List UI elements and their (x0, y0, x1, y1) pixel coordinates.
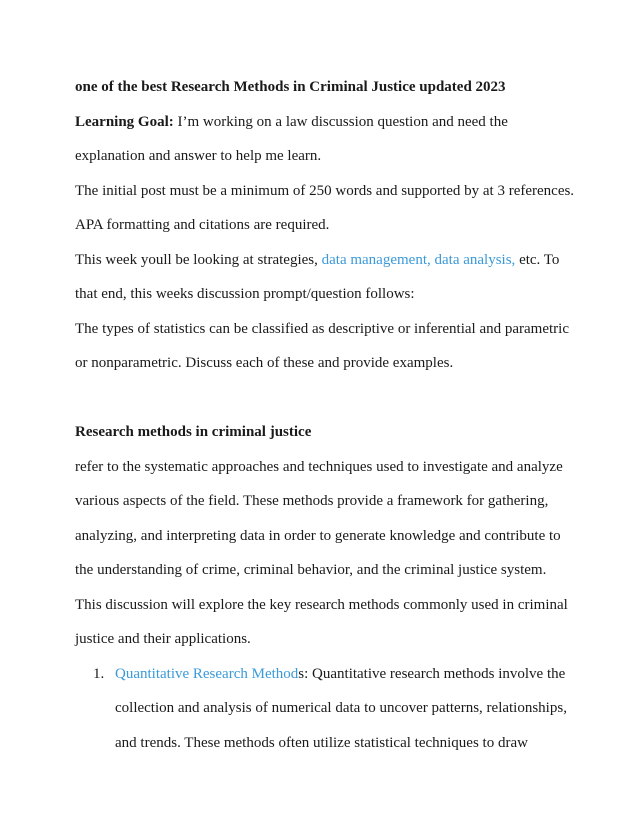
body-line: various aspects of the field. These methods provide a framework for gathering, (75, 493, 549, 509)
body-line: analyzing, and interpreting data in order to generate knowledge and contribute to (75, 527, 561, 544)
body-line: the understanding of crime, criminal behavior, and the criminal justice system. (75, 562, 547, 578)
requirements-line-1: The initial post must be a minimum of 250 words and supported by at 3 references. (75, 182, 575, 199)
list-line-1-rest: s: Quantitative research methods involve the (298, 665, 566, 682)
list-item (75, 657, 575, 761)
prompt-line-2: or nonparametric. Discuss each of these and provide examples. (75, 355, 454, 371)
strategies-text-b: etc. To (515, 251, 560, 268)
strategies-text-a: This week youll be looking at strategies, (75, 251, 322, 268)
list-line-2: collection and analysis of numerical data to uncover patterns, relationships, (115, 700, 567, 716)
learning-goal-line-1 (75, 105, 575, 140)
quantitative-research-link[interactable]: Quantitative Research Method (115, 665, 299, 682)
learning-goal-line-2: explanation and answer to help me learn. (75, 148, 322, 164)
learning-goal-label: Learning Goal: (75, 113, 174, 130)
learning-goal-text: I’m working on a law discussion question and need the (173, 113, 508, 130)
list-line-1 (115, 657, 575, 692)
body-line: This discussion will explore the key research methods commonly used in criminal (75, 596, 568, 613)
prompt-line-1: The types of statistics can be classified as descriptive or inferential and parametric (75, 320, 569, 337)
requirements-line-2: APA formatting and citations are required. (75, 217, 330, 233)
list-number: 1. (93, 665, 105, 682)
body-line: justice and their applications. (75, 631, 251, 647)
list-line-3: and trends. These methods often utilize statistical techniques to draw (115, 734, 528, 751)
section-heading: Research methods in criminal justice (75, 424, 312, 440)
strategies-line-1 (75, 243, 575, 278)
data-management-link[interactable]: data management, data analysis, (321, 251, 516, 268)
body-line: refer to the systematic approaches and techniques used to investigate and analyze (75, 458, 563, 475)
document-title: one of the best Research Methods in Criminal Justice updated 2023 (75, 79, 506, 95)
strategies-line-2: that end, this weeks discussion prompt/question follows: (75, 286, 415, 302)
blank-spacer (75, 381, 575, 416)
document-body (75, 70, 575, 760)
